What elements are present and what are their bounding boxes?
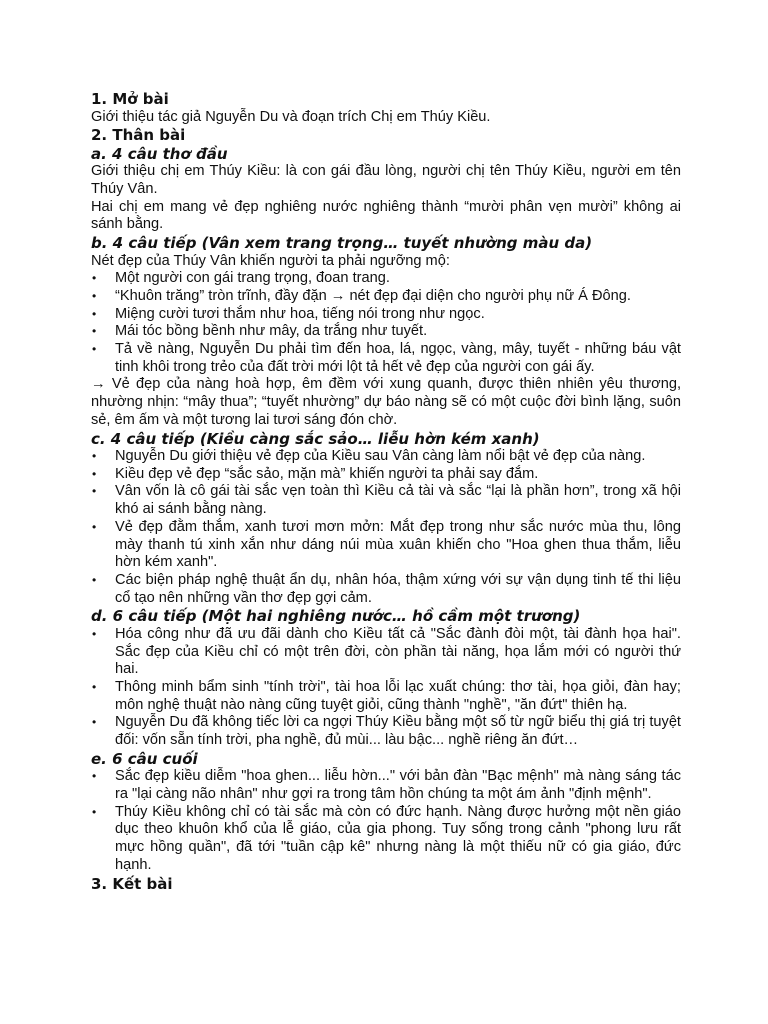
list-item: • Một người con gái trang trọng, đoan trang. bbox=[91, 270, 681, 288]
list-item: • Các biện pháp nghệ thuật ẩn dụ, nhân hóa, thậm xứng với sự vận dụng tinh tế thi liệu cổ tạo nên những vần thơ đẹp gợi cảm. bbox=[91, 572, 681, 607]
document-page bbox=[91, 90, 681, 893]
section-c-list bbox=[91, 448, 681, 607]
list-item: • Vân vốn là cô gái tài sắc vẹn toàn thì Kiều cả tài và sắc “lại là phần hơn”, trong xã hội khó ai sánh bằng nàng. bbox=[91, 483, 681, 518]
list-item: • Hóa công như đã ưu đãi dành cho Kiều tất cả "Sắc đành đòi một, tài đành họa hai". Sắc đẹp của Kiều chỉ có một trên đời, còn phần tài năng, họa lắm mới có người thứ hai. bbox=[91, 626, 681, 679]
section-b-conclusion: → Vẻ đẹp của nàng hoà hợp, êm đềm với xung quanh, được thiên nhiên yêu thương, nhường nhịn: “mây thua”; “tuyết nhường” dự báo nàng sẽ có một cuộc đời bình lặng, suôn sẻ, êm ấm và một tương lai tươi sáng đón chờ. bbox=[91, 376, 681, 428]
list-item: • Kiều đẹp vẻ đẹp “sắc sảo, mặn mà” khiến người ta phải say đắm. bbox=[91, 466, 681, 484]
heading-ket-bai: 3. Kết bài bbox=[91, 874, 173, 893]
intro-paragraph: Giới thiệu tác giả Nguyễn Du và đoạn trích Chị em Thúy Kiều. bbox=[91, 108, 491, 125]
section-a-paragraph-2: Hai chị em mang vẻ đẹp nghiêng nước nghiêng thành “mười phân vẹn mười” không ai sánh bằng. bbox=[91, 198, 681, 233]
subheading-e: e. 6 câu cuối bbox=[91, 749, 198, 768]
list-item: • Sắc đẹp kiều diễm "hoa ghen... liễu hờn..." với bản đàn "Bạc mệnh" mà nàng sáng tác ra "lại càng não nhân" như gợi ra trong tâm hồn chúng ta một ám ảnh "định mệnh". bbox=[91, 768, 681, 803]
section-b-lead: Nét đẹp của Thúy Vân khiến người ta phải ngưỡng mộ: bbox=[91, 252, 450, 269]
section-d-list bbox=[91, 626, 681, 750]
list-item: • Miệng cười tươi thắm như hoa, tiếng nói trong như ngọc. bbox=[91, 306, 681, 324]
list-item: • Thúy Kiều không chỉ có tài sắc mà còn có đức hạnh. Nàng được hưởng một nền giáo dục theo khuôn khổ của lễ giáo, của gia phong. Tuy sống trong cảnh "phong lưu rất mực hồng quần", đã tới "tuần cập kê" nhưng nàng là một thiếu nữ có gia giáo, đức hạnh. bbox=[91, 804, 681, 875]
list-item: • Thông minh bẩm sinh "tính trời", tài hoa lỗi lạc xuất chúng: thơ tài, họa giỏi, đàn hay; môn nghệ thuật nào nàng cũng tuyệt giỏi, cũng thành "nghề", "ăn đứt" thiên hạ. bbox=[91, 679, 681, 714]
list-item: • “Khuôn trăng” tròn trĩnh, đầy đặn → nét đẹp đại diện cho người phụ nữ Á Đông. bbox=[91, 288, 681, 306]
subheading-c: c. 4 câu tiếp (Kiều càng sắc sảo… liễu hờn kém xanh) bbox=[91, 429, 540, 448]
subheading-a: a. 4 câu thơ đầu bbox=[91, 144, 228, 163]
list-item: • Mái tóc bồng bềnh như mây, da trắng như tuyết. bbox=[91, 323, 681, 341]
subheading-b: b. 4 câu tiếp (Vân xem trang trọng… tuyết nhường màu da) bbox=[91, 234, 593, 253]
list-item: • Nguyễn Du đã không tiếc lời ca ngợi Thúy Kiều bằng một số từ ngữ biểu thị giá trị tuyệt đối: vốn sẵn tính trời, pha nghề, đủ mùi... làu bậc... nghề riêng ăn đứt… bbox=[91, 714, 681, 749]
list-item: • Nguyễn Du giới thiệu vẻ đẹp của Kiều sau Vân càng làm nổi bật vẻ đẹp của nàng. bbox=[91, 448, 681, 466]
section-b-list bbox=[91, 270, 681, 376]
subheading-d: d. 6 câu tiếp (Một hai nghiêng nước… hồ cầm một trương) bbox=[91, 607, 581, 626]
section-a-paragraph-1: Giới thiệu chị em Thúy Kiều: là con gái đầu lòng, người chị tên Thúy Kiều, người em tên Thúy Vân. bbox=[91, 163, 681, 197]
section-e-list bbox=[91, 768, 681, 874]
heading-than-bai: 2. Thân bài bbox=[91, 126, 186, 145]
heading-mo-bai: 1. Mở bài bbox=[91, 90, 169, 108]
list-item: • Vẻ đẹp đằm thắm, xanh tươi mơn mởn: Mắt đẹp trong như sắc nước mùa thu, lông mày thanh tú xinh xắn như dáng núi mùa xuân khiến cho "Hoa ghen thua thắm, liễu hờn kém xanh". bbox=[91, 519, 681, 572]
list-item: • Tả về nàng, Nguyễn Du phải tìm đến hoa, lá, ngọc, vàng, mây, tuyết - những báu vật tinh khôi trong trẻo của đất trời mới lột tả hết vẻ đẹp của người con gái ấy. bbox=[91, 341, 681, 376]
